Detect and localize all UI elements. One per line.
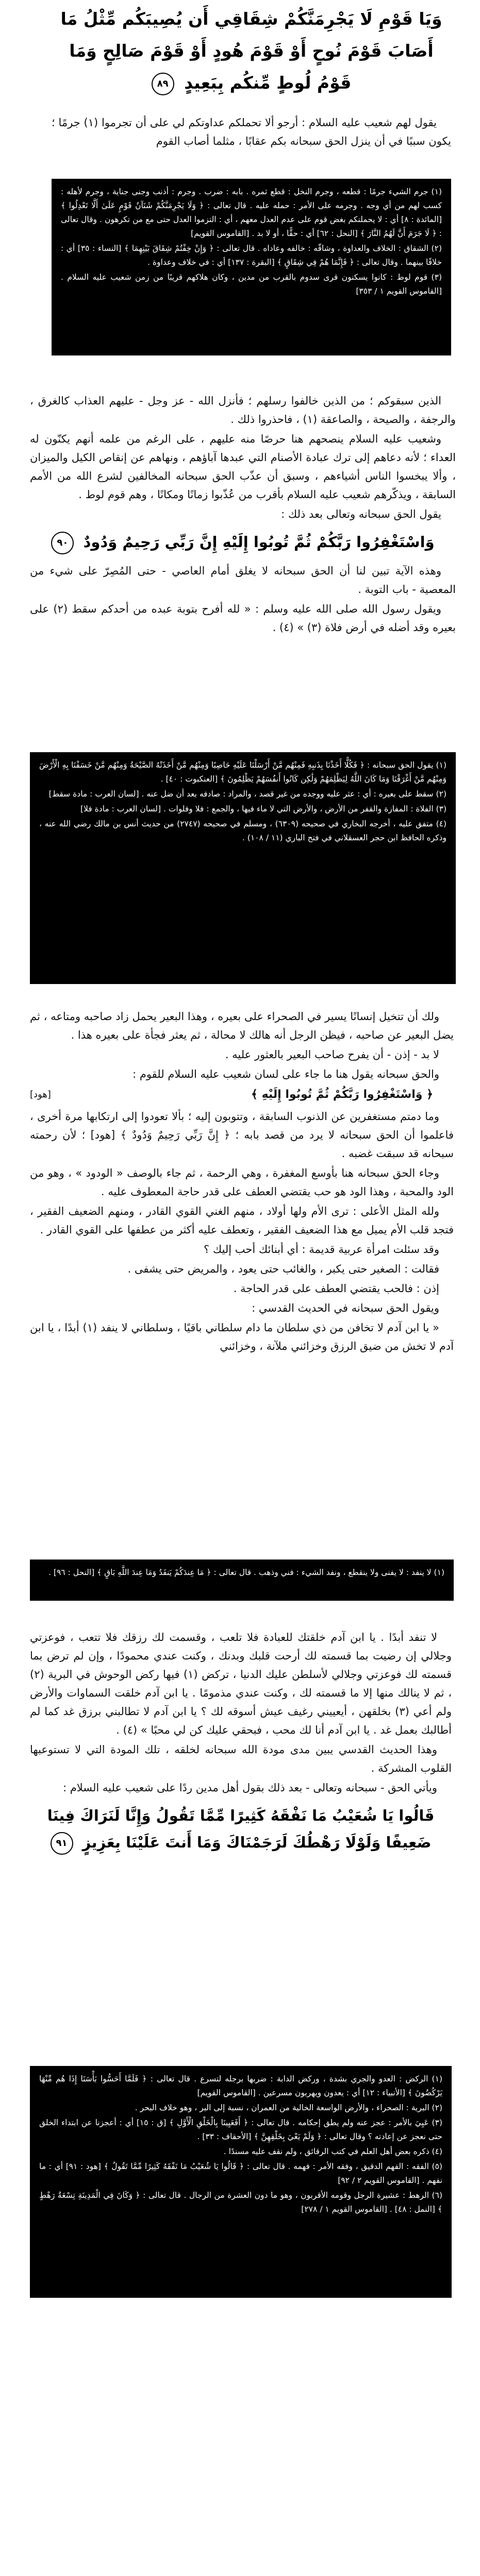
page-1 [52,0,451,361]
footnote: (٣) الفلاة : المفازة والقفر من الأرض ، والأرض التي لا ماء فيها ، والجمع : فلا وفلوات . [لسان العرب : مادة فلا] [80,804,446,814]
paragraph: الذين سبقوكم ؛ من الذين خالفوا رسلهم ؛ فأنزل الله - عز وجل - عليهم العذاب كالغرق ، والرجفة ، والصيحة ، والصاعقة (١) ، فاحذروا ذلك . [30,395,456,426]
paragraph: لا تنفد أبدًا . يا ابن آدم خلقتك للعبادة فلا تلعب ، وقسمت لك رزقك فلا تتعب ، فوعزتي وجلالي إن رضيت بما قسمته لك أرحت قلبك وبدنك ، وكنت عندي محمودًا ، وإن لم ترض بما قسمته لك فوعزتي وجلالي لأسلطن عليك الدنيا ، تركض (١) فيها ركض الوحوش في البرية (٢) ، ثم لا ينالك منها إلا ما قسمته لك ، وكنت عندي مذمومًا . يا ابن آدم خلقت السماوات والأرض ولم أعي (٣) بخلقهن ، أيعييني رغيف عيش أسوقه لك ؟ يا ابن آدم لا تطالبني برزق غد كما لم أطالبك بعمل غد . يا ابن آدم أنا لك محب ، فبحقي عليك كن لي محبًا » (٤) . [30,1631,452,1736]
footnote: (٢) البرية : الصحراء ، والأرض الواسعة الخالية من العمران ، نسبة إلى البر ، وهو خلاف البحر . [135,2103,442,2112]
footnote: (٤) ذكره بعض أهل العلم في كتب الرقائق ، ولم نقف عليه مسندًا . [223,2147,442,2156]
footnote: (١) الركض : العدو والجري بشدة ، وركض الدابة : ضربها برجله لتسرع . قال تعالى : ﴿ فَلَمَّا أَحَسُّوا بَأْسَنَا إِذَا هُم مِّنْهَا يَرْكُضُونَ ﴾ [الأنبياء : ١٢] أي : يعدون ويهربون مسرعين . [القاموس القويم] [39,2074,442,2097]
footnote: (٥) الفقه : الفهم الدقيق ، وفقه الأمر : فهمه . قال تعالى : ﴿ قَالُوا يَا شُعَيْبُ مَا نَفْقَهُ كَثِيرًا مِّمَّا تَقُولُ ﴾ [هود : ٩١] أي : ما نفهم . [القاموس القويم ٢ / ٩٢] [39,2162,442,2185]
paragraph: وجاء الحق سبحانه هنا بأوسع المغفرة ، وهي الرحمة ، ثم جاء بالوصف « الودود » ، وهو من الود والمحبة ، وهذا الود هو حب يقتضي العطف على قدر حاجة المعطوف عليه . [30,1167,454,1198]
paragraph: إذن : فالحب يقتضي العطف على قدر الحاجة . [233,1282,439,1295]
paragraph: وهذه الآية تبين لنا أن الحق سبحانه لا يغلق أمام العاصي - حتى المُصِرّ على شيء من المعصية - باب التوبة . [30,565,456,596]
verse-text: قَالُوا يَا شُعَيْبُ مَا نَفْقَهُ كَثِيرًا مِّمَّا تَقُولُ وَإِنَّا لَنَرَاكَ فِينَا ضَعِيفًا وَلَوْلَا رَهْطُكَ لَرَجَمْنَاكَ وَمَا أَنتَ عَلَيْنَا بِعَزِيزٍ [47,1807,435,1851]
quran-verse [30,1802,452,1856]
paragraph: ويقول الحق سبحانه في الحديث القدسي : [252,1302,439,1314]
paragraph: وما دمتم مستغفرين عن الذنوب السابقة ، وتتوبون إليه ؛ بألا تعودوا إلى ارتكابها مرة أخرى ، فاعلموا أن الحق سبحانه لا يرد من قصد بابه ؛ ﴿ إِنَّ رَبِّي رَحِيمٌ وَدُودٌ ﴾ [هود] ؛ لأن رحمته سبحانه قد سبقت غضبه . [30,1110,454,1160]
paragraph: ويأتي الحق - سبحانه وتعالى - بعد ذلك بقول أهل مدين ردًا على شعيب عليه السلام : [63,1782,437,1794]
footnote: (٣) قوم لوط : كانوا يسكنون قرى سدوم بالقرب من مدين ، وكان هلاكهم قريبًا من زمن شعيب عليه السلام . [القاموس القويم ١ / ٣٥٣] [61,273,442,296]
footnotes-box [30,1560,454,1601]
paragraph: وقد سئلت امرأة عربية قديمة : أي أبنائك أحب إليك ؟ [204,1243,439,1256]
paragraph: « يا ابن آدم لا تخافن من ذي سلطان ما دام سلطاني باقيًا ، وسلطاني لا ينفد (١) أبدًا ، يا ابن آدم لا تخش من ضيق الرزق وخزائني ملآنة ، وخزائني [30,1321,454,1352]
paragraph: فقالت : الصغير حتى يكبر ، والغائب حتى يعود ، والمريض حتى يشفى . [127,1263,439,1275]
verse-number: ٩٠ [51,532,74,554]
main-text [30,1007,454,1556]
paragraph: وهذا الحديث القدسي يبين مدى مودة الله سبحانه لخلقه ، تلك المودة التي لا تستوعبها القلوب المشركة . [30,1743,452,1774]
quran-quote [30,1084,454,1105]
footnote: (٢) الشقاق : الخلاف والعداوة ، وشاقّه : خالفه وعاداه . قال تعالى : ﴿ وَإِنْ خِفْتُمْ شِقَاقَ بَيْنِهِمَا ﴾ [النساء : ٣٥] أي : خلافًا بينهما . وقال تعالى : ﴿ فَإِنَّمَا هُمْ فِي شِقَاقٍ ﴾ [البقرة : ١٣٧] أي : في خلاف وعداوة . [61,244,442,267]
footnotes-box [52,179,451,355]
footnote: (٤) متفق عليه ، أخرجه البخاري في صحيحه (٦٣٠٩) ، ومسلم في صحيحه (٢٧٤٧) من حديث أنس بن مالك رضي الله عنه ، وذكره الحافظ ابن حجر العسقلاني في فتح الباري (١١ / ١٠٨) . [39,819,447,842]
footnote: (٦) الرهط : عشيرة الرجل وقومه الأقربون ، وهو ما دون العشرة من الرجال . قال تعالى : ﴿ وَكَانَ فِي الْمَدِينَةِ تِسْعَةُ رَهْطٍ ﴾ [النمل : ٤٨] . [القاموس القويم ١ / ٢٧٨] [39,2191,442,2214]
footnote: (٣) عَيِيَ بالأمر : عجز عنه ولم يطق إحكامه . قال تعالى : ﴿ أَفَعَيِينَا بِالْخَلْقِ الْأَوَّلِ ﴾ [ق : ١٥] أي : أعجزنا عن ابتداء الخلق حتى نعجز عن إعادته ؟ وقال تعالى : ﴿ وَلَمْ يَعْيَ بِخَلْقِهِنَّ ﴾ [الأحقاف : ٣٣] . [39,2118,442,2141]
verse-number: ٨٩ [152,73,174,95]
main-text [30,392,456,750]
main-text [30,1628,452,2063]
verse-number: ٩١ [51,1832,73,1855]
paragraph: ويقول رسول الله صلى الله عليه وسلم : « لله أفرح بتوبة عبده من أحدكم سقط (٢) على بعيره وقد أضله في أرض فلاة (٣) » (٤) . [30,603,456,634]
page-2 [30,392,456,989]
paragraph: ولله المثل الأعلى : ترى الأم ولها أولاد ، منهم الغني القوي القادر ، ومنهم الضعيف الفقير ، فتجد قلب الأم يميل مع هذا الضعيف الفقير ، وتعطف عليه أكثر من عطفها على القوي القادر . [30,1205,454,1236]
quote-reference: [هود] [30,1089,51,1100]
quran-verse [52,3,451,99]
paragraph: وشعيب عليه السلام ينصحهم هنا حرصًا منه عليهم ، على الرغم من علمه أنهم يكنّون له العداء ؛ لأنه دعاهم إلى ترك عبادة الأصنام التي عبدها آباؤهم ، ونهاهم عن إنقاص الكيل والميزان ، وألا يبخسوا الناس أشياءهم ، وسبق أن عذّب الحق سبحانه المخالفين لشرع الله من الأمم السابقة ، ويذكّرهم شعيب عليه السلام بأقرب من عُذّبوا زمانًا ومكانًا ، وهم قوم لوط . [30,433,456,501]
footnotes-box [30,752,456,984]
page-3 [30,1007,454,1605]
footnote: (١) جرم الشيء جرمًا : قطعه ، وجرم النخل : قطع ثمره . بابه : ضرب . وجرم : أذنب وجنى جناية ، وجرم لأهله : كسب لهم من أي وجه . وجرمه على الأمر : حمله عليه . قال تعالى : ﴿ وَلَا يَجْرِمَنَّكُمْ شَنَآنُ قَوْمٍ عَلَىٰ أَلَّا تَعْدِلُوا ﴾ [المائدة : ٨] أي : لا يحملنكم بغض قوم على عدم العدل معهم ، أي : التزموا العدل حتى مع من تكرهون . وقال تعالى : ﴿ لَا جَرَمَ أَنَّ لَهُمُ النَّارَ ﴾ [النحل : ٦٢] أي : حقًّا ، أو لا بد . [القاموس القويم] [61,187,442,238]
paragraph: لا بد - إذن - أن يفرح صاحب البعير بالعثور عليه . [225,1048,439,1061]
main-text [52,113,451,176]
verse-text: وَيَا قَوْمِ لَا يَجْرِمَنَّكُمْ شِقَاقِي أَن يُصِيبَكُم مِّثْلُ مَا أَصَابَ قَوْمَ نُوحٍ أَوْ قَوْمَ هُودٍ أَوْ قَوْمَ صَالِحٍ وَمَا قَوْمُ لُوطٍ مِّنكُم بِبَعِيدٍ [60,9,442,93]
paragraph: ولك أن تتخيل إنسانًا يسير في الصحراء على بعيره ، وهذا البعير يحمل زاد صاحبه ومتاعه ، ثم يضل البعير عن صاحبه ، فيظن الرجل أنه هالك لا محالة ، ثم يعثر فجأة على بعيره هذا . [30,1010,454,1041]
quote-text: ﴿ وَاسْتَغْفِرُوا رَبَّكُمْ ثُمَّ تُوبُوا إِلَيْهِ ﴾ [251,1088,433,1101]
footnote: (١) لا ينفد : لا يفنى ولا ينقطع ، ونفد الشيء : فني وذهب . قال تعالى : ﴿ مَا عِندَكُمْ يَنفَدُ وَمَا عِندَ اللَّهِ بَاقٍ ﴾ [النحل : ٩٦] . [48,1568,444,1577]
page-4 [30,1628,452,2303]
quran-verse [30,529,456,555]
verse-header [52,0,451,109]
paragraph: والحق سبحانه يقول هنا ما جاء على لسان شعيب عليه السلام للقوم : [133,1068,439,1080]
footnote: (١) يقول الحق سبحانه : ﴿ فَكُلًّا أَخَذْنَا بِذَنبِهِ فَمِنْهُم مَّنْ أَرْسَلْنَا عَلَيْهِ حَاصِبًا وَمِنْهُم مَّنْ أَخَذَتْهُ الصَّيْحَةُ وَمِنْهُم مَّنْ خَسَفْنَا بِهِ الْأَرْضَ وَمِنْهُم مَّنْ أَغْرَقْنَا وَمَا كَانَ اللَّهُ لِيَظْلِمَهُمْ وَلَٰكِن كَانُوا أَنفُسَهُمْ يَظْلِمُونَ ﴾ [العنكبوت : ٤٠] . [39,760,446,784]
footnotes-box [30,2066,452,2298]
paragraph: يقول لهم شعيب عليه السلام : أرجو ألا تحملكم عداوتكم لي على أن تجرموا (١) جرمًا ؛ يكون سببًا في أن ينزل الحق سبحانه بكم عقابًا ، مثلما أصاب القوم [52,116,451,147]
paragraph: يقول الحق سبحانه وتعالى بعد ذلك : [281,508,441,520]
footnote: (٢) سقط على بعيره : أي : عثر عليه ووجده من غير قصد ، والمراد : صادفه بعد أن ضل عنه . [لسان العرب : مادة سقط] [48,789,446,799]
verse-text: وَاسْتَغْفِرُوا رَبَّكُمْ ثُمَّ تُوبُوا إِلَيْهِ إِنَّ رَبِّي رَحِيمٌ وَدُودٌ [83,533,435,551]
